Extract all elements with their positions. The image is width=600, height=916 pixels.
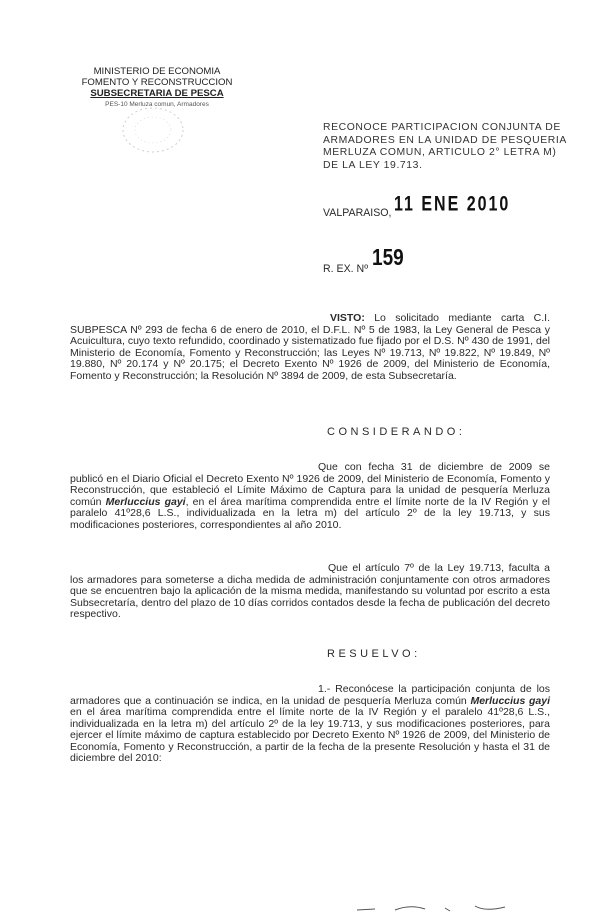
species-name-2: Merluccius gayi [470, 694, 550, 707]
visto-paragraph [70, 313, 550, 382]
place-label: VALPARAISO, [323, 207, 392, 219]
ministry-subtitle: FOMENTO Y RECONSTRUCCION [81, 77, 233, 88]
visto-text: Lo solicitado mediante carta C.I. SUBPESCA Nº 293 de fecha 6 de enero de 2010, el D.F.L. Nº 5 de 1983, la Ley General de Pesca y Acuicultura, cuyo texto refundido, coordinado y sistematizado fue fijado por el D.S. Nº 430 de 1991, del Ministerio de Economía, Fomento y Reconstrucción; las Leyes Nº 19.713, Nº 19.822, Nº 19.849, Nº 19.880, Nº 20.174 y Nº 20.175; el Decreto Exento Nº 1926 de 2009, del Ministerio de Economía, Fomento y Reconstrucción; la Resolución Nº 3894 de 2009, de esta Subsecretaría. [70, 312, 550, 382]
considerando-paragraph-2: Que el artículo 7º de la Ley 19.713, faculta a los armadores para someterse a dicha medida de administración conjuntamente con otros armadores que se encuentren bajo la aplicación de la misma medida, manifestando su voluntad por escrito a esta Subsecretaría, dentro del plazo de 10 días corridos contados desde la fecha de publicación del decreto respectivo. [70, 562, 550, 620]
resuelvo-paragraph-1: 1.- Reconócese la participación conjunta de los armadores que a continuación se indica, en la unidad de pesquería Merluza común Merluccius gayi en el área marítima comprendida entre el límite norte de la IV Región y el paralelo 41º28,6 L.S., individualizada en la letra m) del artículo 2º de la ley 19.713, y sus modificaciones posteriores, para ejercer el límite máximo de captura establecido por Decreto Exento Nº 1926 de 2009, del Ministerio de Economía, Fomento y Reconstrucción, a partir de la fecha de la presente Resolución y hasta el 31 de diciembre del 2010: [70, 683, 550, 764]
visto-label: VISTO: [330, 312, 365, 324]
resolution-number: 159 [372, 245, 404, 271]
file-reference: PES-10 Merluza comun, Armadores [105, 101, 209, 108]
ministry-name: MINISTERIO DE ECONOMIA [93, 66, 221, 77]
signature-marks [355, 900, 535, 914]
considerando-paragraph-1: Que con fecha 31 de diciembre de 2009 se publicó en el Diario Oficial el Decreto Exento Nº 1926 de 2009, del Ministerio de Economía, Fomento y Reconstrucción, que estableció el Límite Máximo de Captura para la unidad de pesquería Merluza común Merluccius gayi, en el área marítima comprendida entre el límite norte de la IV Región y el paralelo 41º28,6 L.S., individualizada en la letra m) del artículo 2º de la ley 19.713, y sus modificaciones posteriores, correspondientes al año 2010. [70, 461, 550, 531]
resolution-reference: RECONOCE PARTICIPACION CONJUNTA DE ARMADORES EN LA UNIDAD DE PESQUERIA MERLUZA COMUN, ARTICULO 2° LETRA M) DE LA LEY 19.713. [323, 122, 567, 171]
resuelvo-heading: RESUELVO: [327, 648, 421, 660]
date-stamp: 11 ENE 2010 [394, 192, 511, 216]
resolution-number-label: R. EX. Nº [323, 263, 369, 275]
considerando-heading: CONSIDERANDO: [327, 426, 466, 438]
official-seal-stamp [118, 104, 188, 156]
subsecretaria-name: SUBSECRETARIA DE PESCA [90, 88, 224, 99]
species-name: Merluccius gayi [105, 495, 186, 508]
